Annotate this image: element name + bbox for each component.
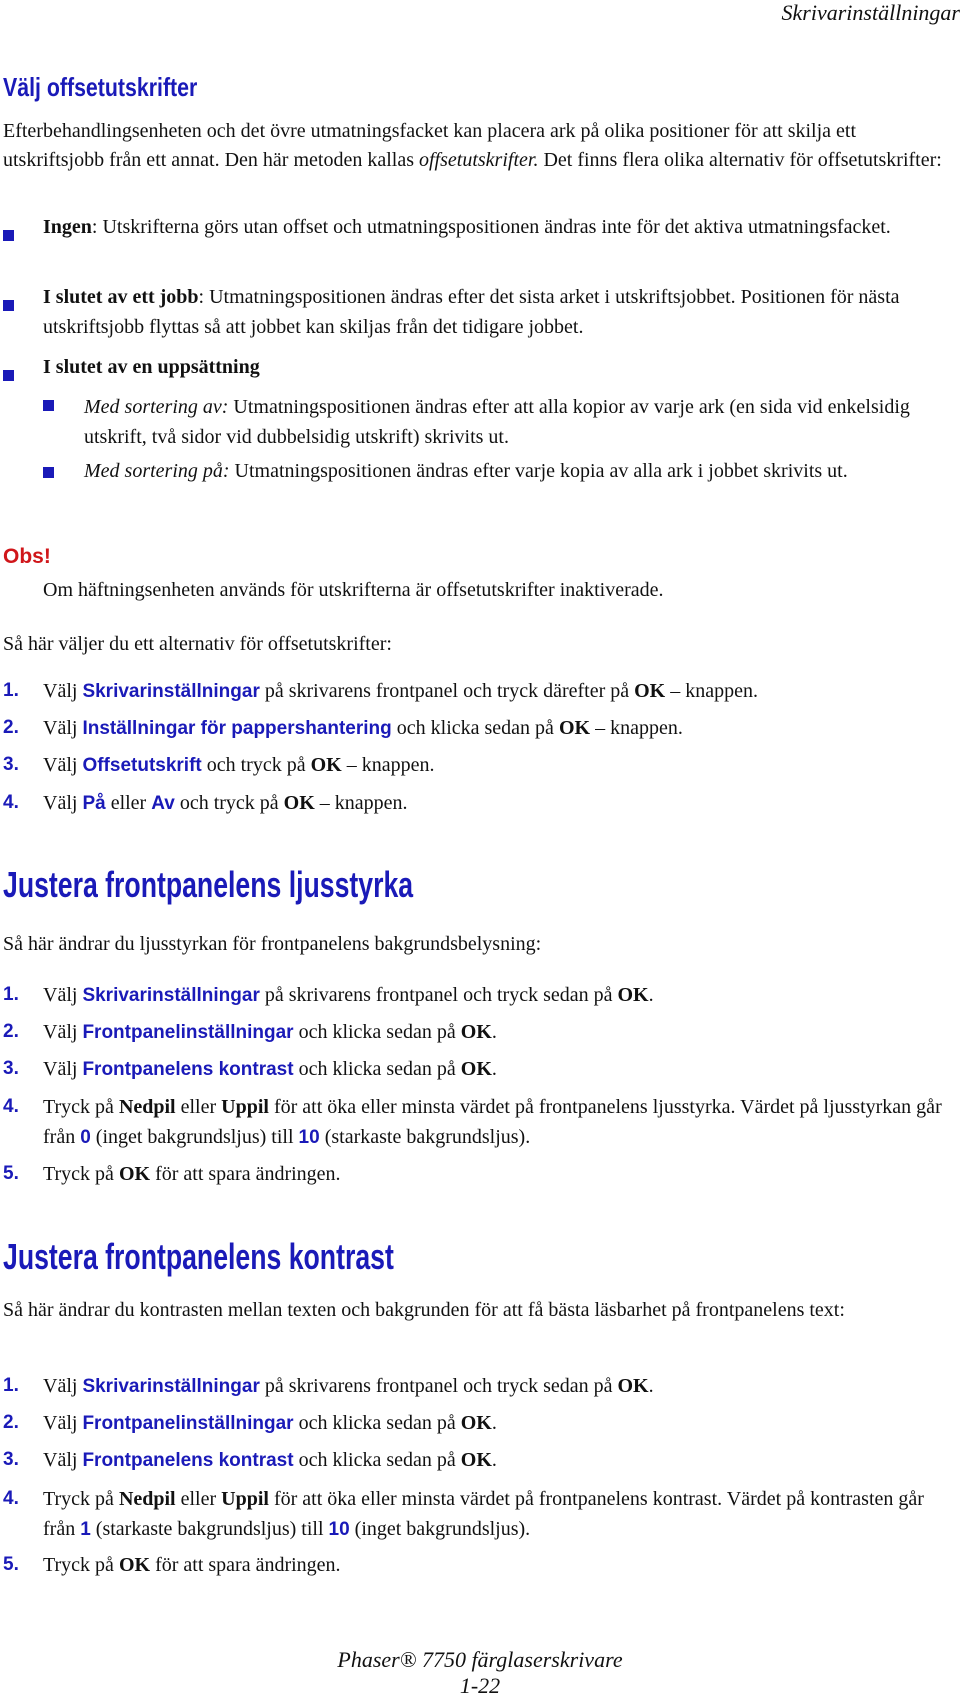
contrast-step-3: [43, 1445, 958, 1476]
offset-step-2: [43, 713, 958, 744]
offset-intro: [3, 117, 958, 175]
sub-bullet-square-icon: [43, 467, 54, 478]
step-number: 1.: [3, 1375, 19, 1396]
step-text: Välj: [43, 792, 83, 814]
sub-bullet-label: Med sortering av:: [84, 396, 229, 418]
step-text: – knappen.: [590, 717, 683, 739]
step-text: – knappen.: [665, 680, 759, 702]
step-number: 4.: [3, 1096, 19, 1117]
sub-bullet-text: Utmatningspositionen ändras efter varje kopia av alla ark i jobbet skrivits ut.: [229, 460, 848, 482]
step-text: (inget bakgrundsljus) till: [90, 1126, 299, 1148]
step-text: .: [648, 1375, 654, 1397]
sub-bullet-collation-off: [84, 392, 958, 452]
ok-key: OK: [118, 1163, 151, 1185]
offset-howto: Så här väljer du ett alternativ för offsetutskrifter:: [3, 633, 392, 655]
step-text: för att spara ändringen.: [150, 1163, 341, 1185]
step-number: 2.: [3, 1021, 19, 1042]
contrast-intro: Så här ändrar du kontrasten mellan texten och bakgrunden för att få bästa läsbarhet på frontpanelens text:: [3, 1299, 845, 1321]
ok-key: OK: [617, 1375, 649, 1397]
step-text: och klicka sedan på: [293, 1021, 461, 1043]
ok-key: OK: [283, 792, 315, 814]
note-label: Obs!: [3, 545, 51, 568]
step-number: 4.: [3, 1488, 19, 1509]
value-min: 0: [80, 1127, 91, 1148]
contrast-step-4: [43, 1484, 958, 1545]
step-text: Välj: [43, 754, 83, 776]
brightness-step-5: [43, 1159, 958, 1189]
step-text: Tryck på: [43, 1488, 119, 1510]
menu-item-name: Frontpanelinställningar: [82, 1022, 294, 1043]
step-text: Välj: [43, 1412, 83, 1434]
step-text: på skrivarens frontpanel och tryck därefter på: [259, 680, 635, 702]
footer-product: Phaser® 7750 färglaserskrivare: [337, 1647, 623, 1672]
bullet-square-icon: [3, 230, 14, 241]
step-text: Välj: [43, 680, 83, 702]
brightness-step-1: [43, 980, 958, 1011]
bullet-label: I slutet av en uppsättning: [43, 356, 260, 378]
ok-key: OK: [460, 1021, 492, 1043]
step-number: 3.: [3, 1058, 19, 1079]
brightness-step-3: [43, 1054, 958, 1085]
menu-item-name: Inställningar för pappershantering: [82, 718, 392, 739]
step-number: 2.: [3, 1412, 19, 1433]
step-text: och klicka sedan på: [293, 1449, 461, 1471]
step-text: på skrivarens frontpanel och tryck sedan på: [259, 984, 618, 1006]
step-number: 5.: [3, 1163, 19, 1184]
menu-item-name: På: [82, 793, 106, 814]
step-text: – knappen.: [341, 754, 435, 776]
menu-item-name: Skrivarinställningar: [82, 1376, 260, 1397]
step-text: eller: [105, 792, 152, 814]
step-text: för att öka eller minsta värdet på frontpanelens kontrast. Värdet på kontrasten går från: [43, 1488, 924, 1540]
bullet-text: : Utmatningspositionen ändras efter det sista arket i utskriftsjobbet. Positionen för nästa utskriftsjobb flyttas så att jobbet kan skiljas från det tidigare jobbet.: [43, 286, 900, 338]
ok-key: OK: [558, 717, 591, 739]
step-text: .: [491, 1449, 497, 1471]
value-max: 10: [328, 1519, 350, 1540]
key-name: Nedpil: [118, 1488, 176, 1510]
step-text: (starkaste bakgrundsljus).: [319, 1126, 531, 1148]
menu-item-name: Av: [151, 793, 175, 814]
sub-bullet-text: Utmatningspositionen ändras efter att alla kopior av varje ark (en sida vid enkelsidig utskrift, två sidor vid dubbelsidig utskrift) skrivits ut.: [84, 396, 910, 448]
bullet-text: : Utskrifterna görs utan offset och utmatningspositionen ändras inte för det aktiva utmatningsfacket.: [91, 216, 891, 238]
sub-bullet-label: Med sortering på:: [84, 460, 230, 482]
step-text: Välj: [43, 1021, 83, 1043]
step-text: och tryck på: [201, 754, 311, 776]
step-number: 2.: [3, 717, 19, 738]
menu-item-name: Offsetutskrift: [82, 755, 202, 776]
step-number: 1.: [3, 984, 19, 1005]
offset-step-4: [43, 788, 958, 819]
section-title-brightness: Justera frontpanelens ljusstyrka: [3, 864, 414, 905]
step-text: för att spara ändringen.: [150, 1554, 341, 1576]
step-text: och klicka sedan på: [293, 1412, 461, 1434]
step-text: och klicka sedan på: [391, 717, 559, 739]
brightness-step-2: [43, 1017, 958, 1048]
step-text: Tryck på: [43, 1554, 119, 1576]
step-text: Välj: [43, 1449, 83, 1471]
menu-item-name: Frontpanelens kontrast: [82, 1450, 294, 1471]
offset-step-1: [43, 676, 958, 707]
step-number: 3.: [3, 1449, 19, 1470]
step-text: Välj: [43, 984, 83, 1006]
bullet-end-of-job: [43, 282, 958, 342]
step-text: Tryck på: [43, 1096, 119, 1118]
step-number: 4.: [3, 792, 19, 813]
value-max: 10: [298, 1127, 320, 1148]
bullet-square-icon: [3, 300, 14, 311]
step-text: Välj: [43, 1058, 83, 1080]
bullet-square-icon: [3, 370, 14, 381]
step-number: 3.: [3, 754, 19, 775]
key-name: Uppil: [221, 1096, 269, 1118]
brightness-step-4: [43, 1092, 958, 1153]
contrast-step-1: [43, 1371, 958, 1402]
ok-key: OK: [634, 680, 666, 702]
step-text: eller: [175, 1096, 222, 1118]
bullet-ingen: [43, 212, 958, 242]
section-title-contrast: Justera frontpanelens kontrast: [3, 1236, 394, 1277]
step-text: .: [491, 1021, 497, 1043]
intro-text: Efterbehandlingsenheten och det övre utmatningsfacket kan placera ark på olika positioner för att skilja ett utskriftsjobb från ett annat. Den här metoden kallas: [3, 120, 857, 171]
bullet-end-of-set: [43, 352, 958, 382]
step-text: (inget bakgrundsljus).: [349, 1518, 531, 1540]
step-text: eller: [175, 1488, 222, 1510]
key-name: Uppil: [221, 1488, 269, 1510]
step-number: 5.: [3, 1554, 19, 1575]
ok-key: OK: [118, 1554, 151, 1576]
intro-term: offsetutskrifter.: [419, 149, 539, 171]
contrast-step-2: [43, 1408, 958, 1439]
sub-bullet-square-icon: [43, 400, 54, 411]
step-text: Välj: [43, 717, 83, 739]
menu-item-name: Frontpanelens kontrast: [82, 1059, 294, 1080]
step-text: på skrivarens frontpanel och tryck sedan på: [259, 1375, 618, 1397]
ok-key: OK: [460, 1058, 492, 1080]
footer-page-number: 1-22: [459, 1673, 501, 1698]
ok-key: OK: [617, 984, 649, 1006]
step-text: .: [491, 1058, 497, 1080]
step-text: .: [491, 1412, 497, 1434]
key-name: Nedpil: [118, 1096, 176, 1118]
note-text: Om häftningsenheten används för utskrifterna är offsetutskrifter inaktiverade.: [43, 579, 664, 601]
menu-item-name: Skrivarinställningar: [82, 681, 260, 702]
step-text: och tryck på: [174, 792, 284, 814]
step-text: Tryck på: [43, 1163, 119, 1185]
step-number: 1.: [3, 680, 19, 701]
step-text: .: [648, 984, 654, 1006]
intro-text-end: Det finns flera olika alternativ för offsetutskrifter:: [538, 149, 942, 171]
bullet-label: Ingen: [43, 216, 92, 238]
section-title-offset: Välj offsetutskrifter: [3, 72, 198, 102]
step-text: och klicka sedan på: [293, 1058, 461, 1080]
running-header: Skrivarinställningar: [781, 0, 960, 25]
ok-key: OK: [310, 754, 342, 776]
menu-item-name: Frontpanelinställningar: [82, 1413, 294, 1434]
sub-bullet-collation-on: [84, 456, 958, 486]
step-text: (starkaste bakgrundsljus) till: [90, 1518, 329, 1540]
ok-key: OK: [460, 1412, 492, 1434]
bullet-label: I slutet av ett jobb: [43, 286, 199, 308]
step-text: – knappen.: [314, 792, 408, 814]
brightness-intro: Så här ändrar du ljusstyrkan för frontpanelens bakgrundsbelysning:: [3, 933, 542, 955]
step-text: för att öka eller minsta värdet på frontpanelens ljusstyrka. Värdet på ljusstyrkan går från: [43, 1096, 942, 1148]
step-text: Välj: [43, 1375, 83, 1397]
offset-step-3: [43, 750, 958, 781]
contrast-step-5: [43, 1550, 958, 1580]
ok-key: OK: [460, 1449, 492, 1471]
menu-item-name: Skrivarinställningar: [82, 985, 260, 1006]
value-min: 1: [80, 1519, 91, 1540]
